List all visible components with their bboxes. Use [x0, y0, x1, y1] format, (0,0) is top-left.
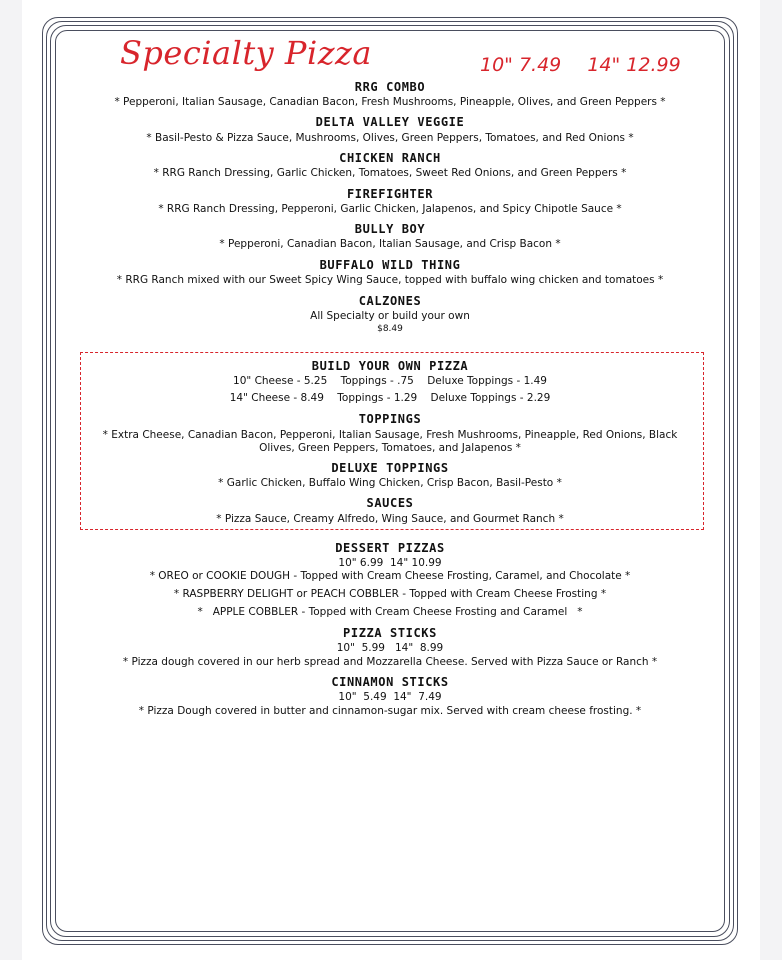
item-desc: * Basil-Pesto & Pizza Sauce, Mushrooms, Olives, Green Peppers, Tomatoes, and Red Onions * [146, 132, 634, 144]
calzones-heading: CALZONES [358, 294, 422, 308]
pizza-sticks-heading: PIZZA STICKS [343, 626, 437, 640]
size-prices [480, 54, 701, 76]
toppings-line-2: Olives, Green Peppers, Tomatoes, and Jalapenos * [259, 442, 521, 454]
item-name: BUFFALO WILD THING [319, 258, 461, 272]
build-heading: BUILD YOUR OWN PIZZA [311, 359, 469, 373]
item-name: BULLY BOY [354, 222, 426, 236]
item-name: FIREFIGHTER [346, 187, 434, 201]
calzones-price: $8.49 [377, 324, 403, 334]
price-14-inch: 14" 12.99 [587, 54, 681, 76]
build-14-prices: 14" Cheese - 8.49 Toppings - 1.29 Deluxe Toppings - 2.29 [229, 392, 551, 404]
toppings-line-1: * Extra Cheese, Canadian Bacon, Pepperoni, Italian Sausage, Fresh Mushrooms, Pineapple, Red Onions, Black [102, 429, 678, 441]
item-desc: * RRG Ranch Dressing, Pepperoni, Garlic Chicken, Jalapenos, and Spicy Chipotle Sauce * [158, 203, 622, 215]
build-10-prices: 10" Cheese - 5.25 Toppings - .75 Deluxe Toppings - 1.49 [233, 375, 547, 387]
item-desc: * RRG Ranch mixed with our Sweet Spicy Wing Sauce, topped with buffalo wing chicken and tomatoes * [116, 274, 664, 286]
cinnamon-sticks-desc: * Pizza Dough covered in butter and cinnamon-sugar mix. Served with cream cheese frosting. * [138, 705, 642, 717]
item-name: DELTA VALLEY VEGGIE [315, 115, 465, 129]
menu-title: Specialty Pizza [120, 34, 372, 72]
item-desc: * Pepperoni, Italian Sausage, Canadian Bacon, Fresh Mushrooms, Pineapple, Olives, and Green Peppers * [114, 96, 666, 108]
calzones-desc: All Specialty or build your own [310, 310, 470, 322]
dessert-heading: DESSERT PIZZAS [335, 541, 445, 555]
pizza-sticks-desc: * Pizza dough covered in our herb spread and Mozzarella Cheese. Served with Pizza Sauce or Ranch * [122, 656, 658, 668]
item-name: CHICKEN RANCH [339, 151, 441, 165]
dessert-prices: 10" 6.99 14" 10.99 [338, 557, 442, 569]
dessert-line-2: * RASPBERRY DELIGHT or PEACH COBBLER - Topped with Cream Cheese Frosting * [173, 588, 607, 600]
toppings-heading: TOPPINGS [358, 412, 422, 426]
item-desc: * Pepperoni, Canadian Bacon, Italian Sausage, and Crisp Bacon * [219, 238, 561, 250]
sauces-heading: SAUCES [366, 496, 414, 510]
cinnamon-sticks-heading: CINNAMON STICKS [331, 675, 449, 689]
sauces-desc: * Pizza Sauce, Creamy Alfredo, Wing Sauce, and Gourmet Ranch * [216, 513, 564, 525]
cinnamon-sticks-prices: 10" 5.49 14" 7.49 [338, 691, 442, 703]
pizza-sticks-prices: 10" 5.99 14" 8.99 [336, 642, 444, 654]
dessert-line-3: * APPLE COBBLER - Topped with Cream Cheese Frosting and Caramel * [197, 606, 583, 618]
price-10-inch: 10" 7.49 [480, 54, 562, 76]
item-name: RRG COMBO [354, 80, 426, 94]
dessert-line-1: * OREO or COOKIE DOUGH - Topped with Cream Cheese Frosting, Caramel, and Chocolate * [149, 570, 631, 582]
deluxe-desc: * Garlic Chicken, Buffalo Wing Chicken, Crisp Bacon, Basil-Pesto * [218, 477, 562, 489]
deluxe-heading: DELUXE TOPPINGS [331, 461, 449, 475]
item-desc: * RRG Ranch Dressing, Garlic Chicken, Tomatoes, Sweet Red Onions, and Green Peppers * [153, 167, 627, 179]
